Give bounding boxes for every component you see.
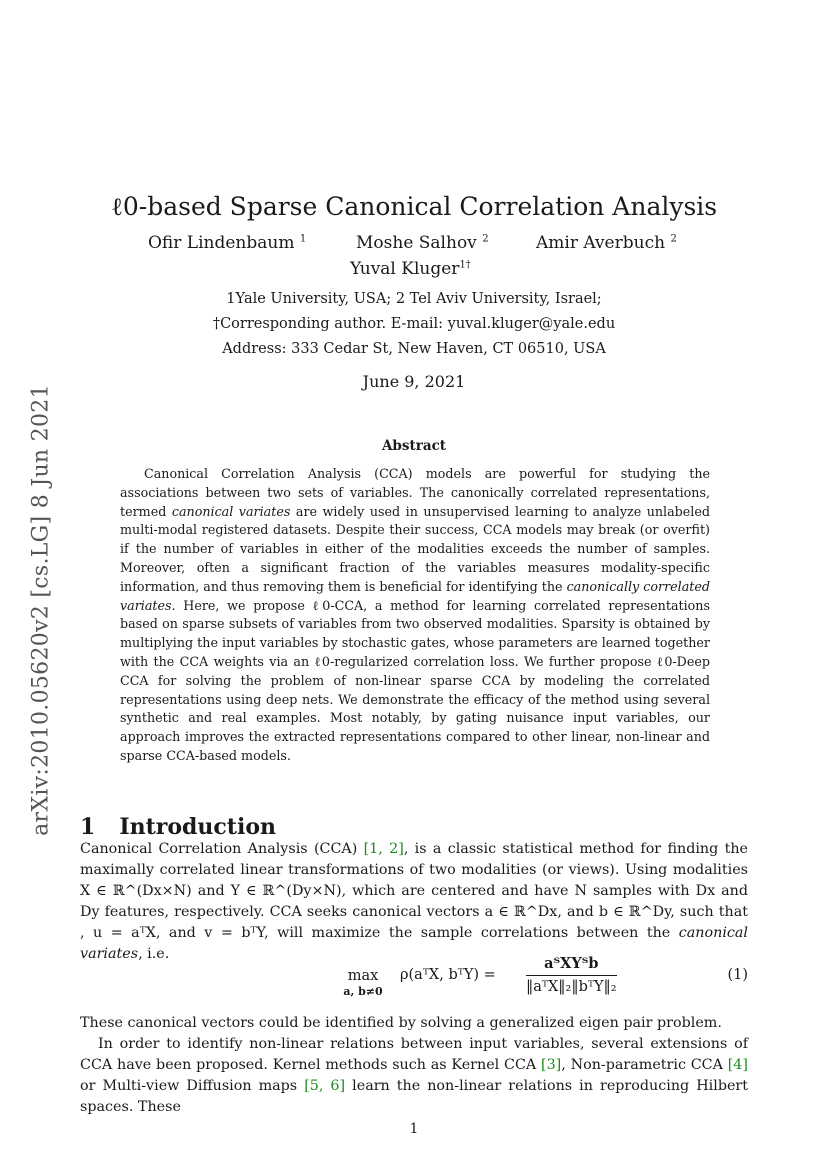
citation-link[interactable]: [3] — [541, 1057, 562, 1073]
affiliation-line-2: †Corresponding author. E-mail: yuval.kluger@yale.edu — [212, 316, 616, 332]
equation-1 — [80, 955, 748, 1001]
section-number: 1 — [80, 814, 96, 841]
equation-lhs: ρ(aᵀX, bᵀY) = — [400, 967, 496, 983]
author-2: Moshe Salhov $^2$ — [356, 233, 489, 253]
equation-denominator: ‖aᵀX‖₂‖bᵀY‖₂ — [526, 979, 617, 995]
abstract-heading: Abstract — [381, 438, 447, 454]
citation-link[interactable]: [1, 2] — [363, 841, 404, 857]
affiliation-line-3: Address: 333 Cedar St, New Haven, CT 06510, USA — [222, 341, 606, 357]
author-1: Ofir Lindenbaum $^1$ — [148, 233, 307, 253]
author-4: Yuval Kluger$^{1\dagger}$ — [350, 259, 471, 279]
affiliation-line-1: 1Yale University, USA; 2 Tel Aviv University, Israel; — [226, 291, 602, 307]
equation-numerator: aᵀXYᵀb — [526, 955, 617, 976]
affiliations — [0, 287, 828, 362]
intro-paragraph-2: These canonical vectors could be identified by solving a generalized eigen pair problem. — [80, 1015, 722, 1031]
intro-paragraph-1: Canonical Correlation Analysis (CCA) [1, 2], is a classic statistical method for finding the maximally correlated linear transformations of two modalities (or views). Using modalities X ∈ ℝ^(Dx×N) and Y ∈ ℝ^(Dy×N), which are centered and have N samples with Dx and Dy features, respectively. CCA seeks canonical vectors a ∈ ℝ^Dx, and b ∈ ℝ^Dy, such that , u = aᵀX, and v = bᵀY, will maximize the sample correlations between the canonical variates, i.e. — [80, 841, 748, 962]
section-heading — [80, 814, 276, 840]
equation-fraction — [526, 955, 617, 995]
equation-max-subscript: a, b≠0 — [343, 985, 383, 998]
abstract-body: Canonical Correlation Analysis (CCA) models are powerful for studying the associations between two sets of variables. The canonically correlated representations, termed canonical variates are widely used in unsupervised learning to analyze unlabeled multi-modal registered datasets. Despite their success, CCA models may break (or overfit) if the number of variables in either of the modalities exceeds the number of samples. Moreover, often a significant fraction of the variables measures modality-specific information, and thus removing them is beneficial for identifying the canonically correlated variates. Here, we propose ℓ0-CCA, a method for learning correlated representations based on sparse subsets of variables from two observed modalities. Sparsity is obtained by multiplying the input variables by stochastic gates, whose parameters are learned together with the CCA weights via an ℓ0-regularized correlation loss. We further propose ℓ0-Deep CCA for solving the problem of non-linear sparse CCA by modeling the correlated representations using deep nets. We demonstrate the efficacy of the method using several synthetic and real examples. Most notably, by gating nuisance input variables, our approach improves the extracted representations compared to other linear, non-linear and sparse CCA-based models. — [120, 466, 710, 763]
paper-title: ℓ0-based Sparse Canonical Correlation Analysis — [110, 191, 718, 221]
section-title: Introduction — [119, 814, 276, 841]
intro-paragraph-3: In order to identify non-linear relations between input variables, several extensions of CCA have been proposed. Kernel methods such as Kernel CCA [3], Non-parametric CCA [4] or Multi-view Diffusion maps [5, 6] learn the non-linear relations in reproducing Hilbert spaces. These — [80, 1036, 749, 1115]
publication-date: June 9, 2021 — [362, 372, 466, 391]
equation-max: max a, b≠0 — [338, 968, 388, 998]
citation-link[interactable]: [4] — [727, 1057, 748, 1073]
author-3: Amir Averbuch $^2$ — [536, 233, 677, 253]
citation-link[interactable]: [5, 6] — [304, 1078, 346, 1094]
page-number: 1 — [409, 1121, 419, 1137]
equation-number: (1) — [727, 967, 748, 983]
arxiv-stamp-text: arXiv:2010.05620v2 [cs.LG] 8 Jun 2021 — [28, 384, 54, 836]
